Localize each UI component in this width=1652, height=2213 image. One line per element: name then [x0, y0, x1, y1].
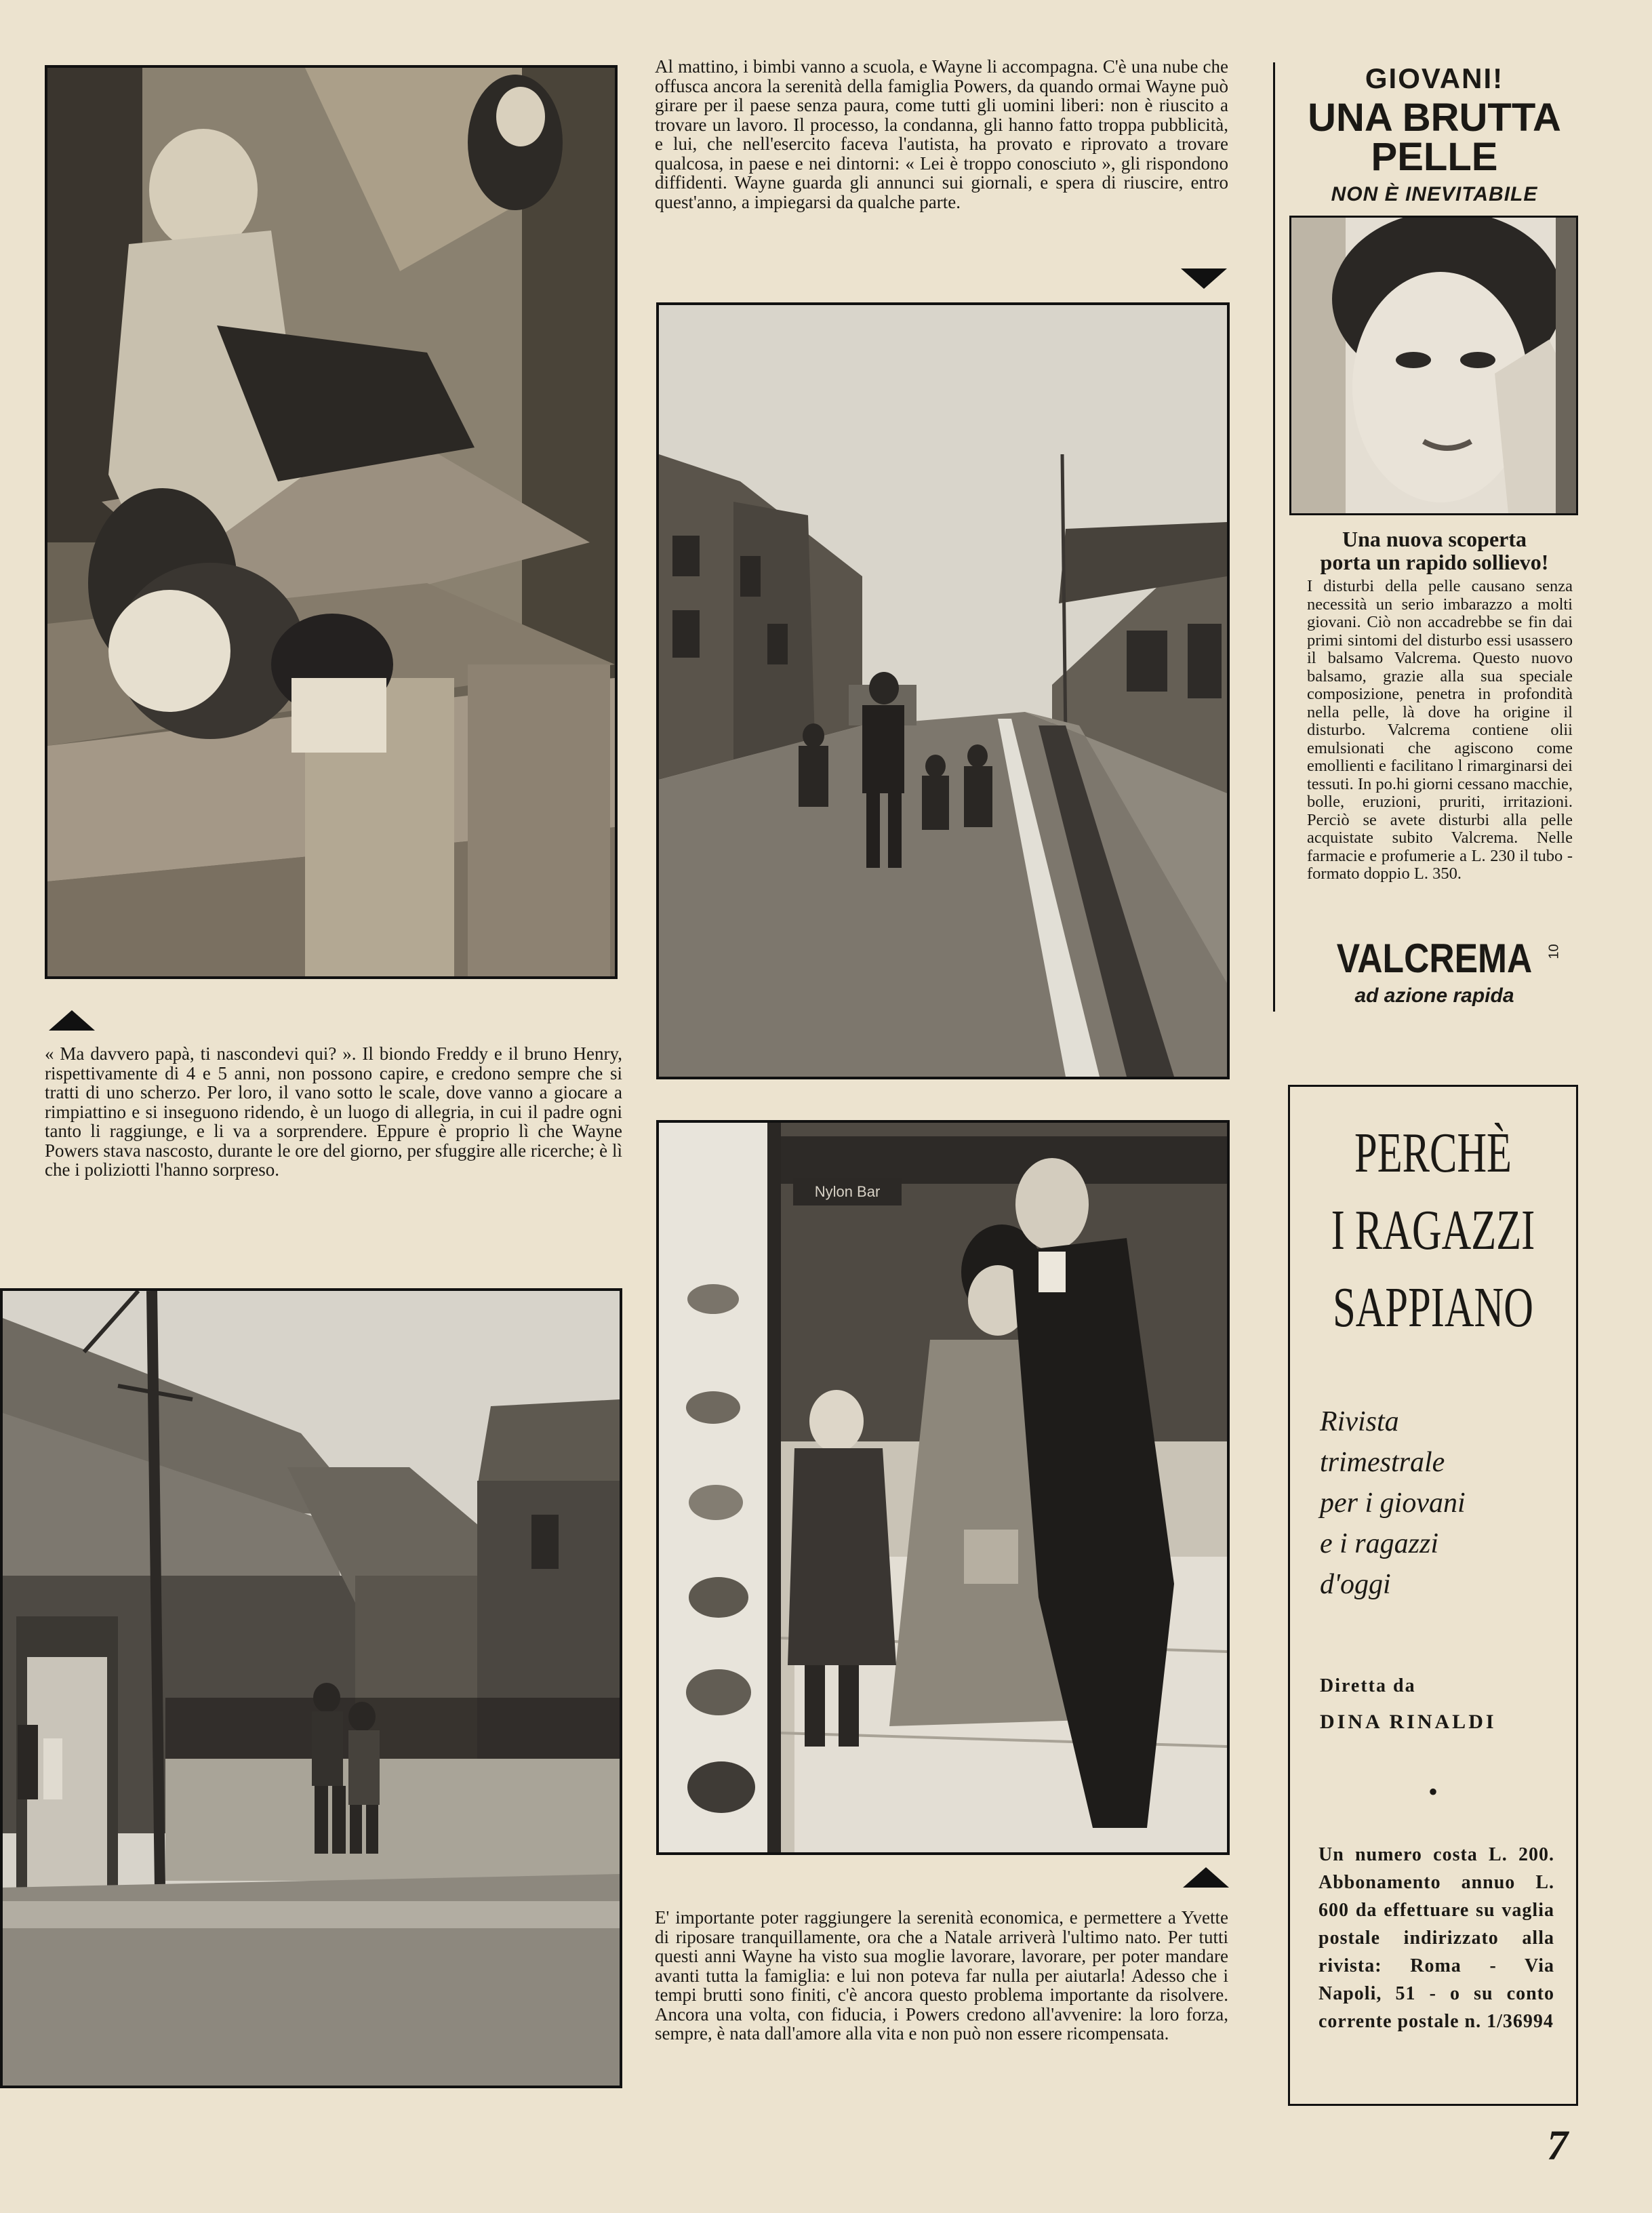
ad-magazine: [1288, 1085, 1578, 2106]
caption-top-right: Al mattino, i bimbi vanno a scuola, e Wayne li accompagna. C'è una nube che offusca ancora la serenità della famiglia Powers, da quando ormai Wayne può girare per il paese senza paura, come tutti gli uomini liberi: non è riuscito a trovare un lavoro. Il processo, la condanna, gli hanno fatto troppa pubblicità, e lui, che nell'esercito faceva l'autista, ha provato e riprovato a trovare qualcosa, in paese e nei dintorni: « Lei è troppo conosciuto », gli rispondono diffidenti. Wayne guarda gli annunci sui giornali, e spera di riuscire, entro quest'anno, a impiegarsi da qualche parte.: [655, 56, 1228, 212]
ad-valcrema-sub: NON È INEVITABILE: [1331, 183, 1538, 205]
ad-magazine-desc-4: e i ragazzi: [1320, 1528, 1439, 1559]
photo-stairs-image: [47, 68, 615, 976]
ad-valcrema-border-left: [1273, 62, 1275, 1012]
ad-magazine-info: Un numero costa L. 200. Abbonamento annuo L. 600 da effettuare su vaglia postale indirizzato alla rivista: Roma - Via Napoli, 51 - o su conto corrente postale n. 1/36994: [1318, 1844, 1554, 2032]
photo-street-walk: [656, 302, 1230, 1079]
caption-left: « Ma davvero papà, ti nascondevi qui? ». Il biondo Freddy e il bruno Henry, rispettivamente di 4 e 5 anni, non possono capire, e credono sempre che si tratti di uno scherzo. Per loro, il vano sotto le scale, dove vanno a giocare a rimpiattino e si inseguono ridendo, è un luogo di allegria, in cui il padre ogni tanto li raggiunge, e li va a sorprendere. Eppure è proprio lì che Wayne Powers stava nascosto, durante le ore del giorno, per sfuggire alle ricerche; è lì che i poliziotti l'hanno sorpreso.: [45, 1043, 622, 1180]
photo-street-walk-image: [659, 305, 1227, 1077]
photo-house-exterior: [0, 1288, 622, 2088]
ad-valcrema-kicker: GIOVANI!: [1365, 62, 1504, 94]
caption-pointer-left: [49, 1010, 95, 1031]
ad-magazine-title-1: PERCHÈ: [1354, 1121, 1512, 1184]
ad-magazine-director: DINA RINALDI: [1320, 1711, 1497, 1733]
caption-pointer-top-right: [1181, 268, 1227, 289]
photo-house-exterior-image: [3, 1291, 620, 2086]
ad-magazine-bullet: •: [1428, 1776, 1438, 1807]
photo-shop-window-image: [659, 1123, 1227, 1852]
caption-pointer-bottom: [1183, 1867, 1229, 1888]
ad-valcrema-code: 10: [1546, 944, 1562, 959]
ad-magazine-title-2: I RAGAZZI: [1331, 1199, 1535, 1262]
ad-valcrema-portrait: [1289, 216, 1578, 515]
ad-valcrema-tagline: ad azione rapida: [1354, 984, 1514, 1007]
ad-valcrema-portrait-image: [1291, 218, 1576, 513]
ad-magazine-title-3: SAPPIANO: [1333, 1276, 1533, 1339]
shop-sign: Nylon Bar: [793, 1178, 902, 1205]
ad-valcrema-headline-2: PELLE: [1371, 135, 1498, 179]
ad-valcrema: [1273, 62, 1589, 1012]
photo-shop-window: [656, 1120, 1230, 1855]
caption-bottom: E' importante poter raggiungere la serenità economica, e permettere a Yvette di riposare tranquillamente, ora che a Natale arriverà l'ultimo nato. Per tutti questi anni Wayne ha visto sua moglie lavorare, lavorare, per poter mandare avanti tutta la famiglia: e lui non poteva far nulla per aiutarla! Adesso che i tempi brutti sono finiti, c'è ancora questo problema importante da risolvere. Ancora una volta, con fiducia, i Powers credono all'avvenire: la loro forza, sempre, è nata dall'amore alla vita e non può non essere ricompensata.: [655, 1907, 1228, 2043]
ad-valcrema-lead-1: Una nuova scoperta: [1342, 527, 1527, 551]
ad-magazine-desc-3: per i giovani: [1320, 1488, 1466, 1519]
ad-valcrema-body: I disturbi della pelle causano senza necessità un serio imbarazzo a molti giovani. Ciò non accadrebbe se fin dai primi sintomi del disturbo essi usassero il balsamo Valcrema. Questo nuovo balsamo, grazie alla sua speciale composizione, penetra in profondità nella pelle, là dove ha origine il disturbo. Valcrema contiene olii emulsionati che agiscono come emollienti e facilitano l rimarginarsi dei tessuti. In po.hi giorni cessano macchie, bolle, eruzioni, pruriti, irritazioni. Perciò se avete disturbi alla pelle acquistate subito Valcrema. Nelle farmacie e profumerie a L. 230 il tubo - formato doppio L. 350.: [1307, 577, 1573, 883]
ad-magazine-desc-1: Rivista: [1320, 1406, 1399, 1437]
photo-stairs: [45, 65, 618, 979]
ad-valcrema-lead-2: porta un rapido sollievo!: [1320, 550, 1549, 574]
ad-magazine-desc-5: d'oggi: [1320, 1569, 1391, 1600]
ad-valcrema-brand: VALCREMA: [1336, 936, 1533, 981]
page-number: 7: [1547, 2123, 1568, 2169]
ad-magazine-directed-label: Diretta da: [1320, 1675, 1416, 1696]
ad-valcrema-headline-1: UNA BRUTTA: [1308, 96, 1561, 140]
ad-magazine-desc-2: trimestrale: [1320, 1447, 1445, 1478]
